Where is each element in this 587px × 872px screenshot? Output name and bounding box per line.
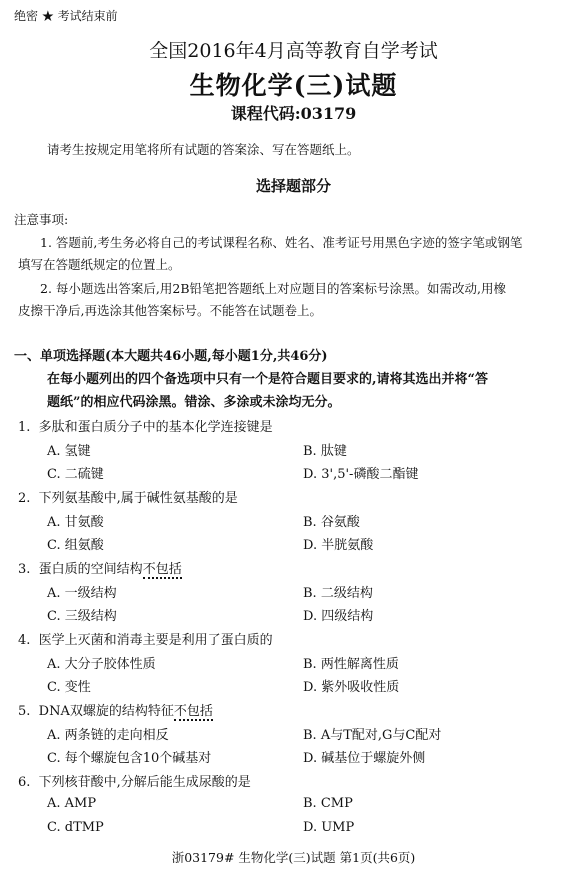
option-6-d: D. UMP (303, 820, 355, 835)
option-4-c: C. 变性 (47, 680, 91, 695)
option-5-c: C. 每个螺旋包含10个碱基对 (47, 751, 212, 766)
notes-title: 注意事项: (14, 212, 69, 227)
option-4-d: D. 紫外吸收性质 (303, 680, 400, 695)
note-1-line-2: 填写在答题纸规定的位置上。 (18, 257, 181, 272)
part1-heading: 一、单项选择题(本大题共46小题,每小题1分,共46分) (14, 349, 328, 364)
option-6-c: C. dTMP (47, 820, 104, 835)
option-1-a: A. 氢键 (47, 444, 91, 459)
note-2-line-1: 2. 每小题选出答案后,用2B铅笔把答题纸上对应题目的答案标号涂黑。如需改动,用橡 (40, 281, 506, 296)
part1-instruction-line-1: 在每小题列出的四个备选项中只有一个是符合题目要求的,请将其选出并将“答 (47, 372, 489, 387)
option-2-c: C. 组氨酸 (47, 538, 104, 553)
secret-label: 绝密 ★ 考试结束前 (14, 9, 118, 23)
question-1 (18, 416, 273, 435)
question-4 (18, 629, 273, 648)
note-2-line-2: 皮擦干净后,再选涂其他答案标号。不能答在试题卷上。 (18, 303, 322, 318)
question-number: 3. (18, 562, 31, 577)
option-3-c: C. 三级结构 (47, 609, 117, 624)
option-1-b: B. 肽键 (303, 444, 347, 459)
question-number: 1. (18, 420, 31, 435)
question-number: 5. (18, 704, 31, 719)
option-2-a: A. 甘氨酸 (47, 515, 104, 530)
option-6-a: A. AMP (47, 796, 97, 811)
course-code: 课程代码:03179 (230, 104, 357, 123)
question-number: 2. (18, 491, 31, 506)
option-2-d: D. 半胱氨酸 (303, 538, 374, 553)
option-3-b: B. 二级结构 (303, 586, 373, 601)
question-text: 下列核苷酸中,分解后能生成尿酸的是 (38, 775, 251, 790)
section-title: 选择题部分 (255, 177, 331, 195)
option-1-d: D. 3',5'-磷酸二酯键 (303, 467, 419, 482)
question-emphasis: 不包括 (173, 704, 213, 719)
question-text: DNA双螺旋的结构特征 (38, 704, 174, 719)
question-number: 6. (18, 775, 31, 790)
question-number: 4. (18, 633, 31, 648)
question-2 (18, 487, 238, 506)
note-1-line-1: 1. 答题前,考生务必将自己的考试课程名称、姓名、准考证号用黑色字迹的签字笔或钢笔 (40, 235, 523, 250)
option-2-b: B. 谷氨酸 (303, 515, 360, 530)
question-5 (18, 700, 213, 719)
question-3 (18, 558, 182, 577)
page-footer: 浙03179# 生物化学(三)试题 第1页(共6页) (171, 850, 416, 865)
question-text: 医学上灭菌和消毒主要是利用了蛋白质的 (38, 633, 273, 648)
instruction-main: 请考生按规定用笔将所有试题的答案涂、写在答题纸上。 (47, 142, 360, 157)
question-6 (18, 771, 251, 790)
exam-title: 全国2016年4月高等教育自学考试 (149, 40, 438, 62)
option-1-c: C. 二硫键 (47, 467, 104, 482)
option-6-b: B. CMP (303, 796, 353, 811)
question-text: 蛋白质的空间结构 (38, 562, 143, 577)
option-5-d: D. 碱基位于螺旋外侧 (303, 751, 426, 766)
question-text: 下列氨基酸中,属于碱性氨基酸的是 (38, 491, 238, 506)
subject-title: 生物化学(三)试题 (189, 71, 398, 100)
question-emphasis: 不包括 (142, 562, 182, 577)
option-3-d: D. 四级结构 (303, 609, 374, 624)
part1-instruction-line-2: 题纸”的相应代码涂黑。错涂、多涂或未涂均无分。 (47, 395, 341, 410)
option-4-a: A. 大分子胶体性质 (47, 657, 156, 672)
option-5-a: A. 两条链的走向相反 (47, 728, 169, 743)
option-3-a: A. 一级结构 (47, 586, 117, 601)
question-text: 多肽和蛋白质分子中的基本化学连接键是 (38, 420, 273, 435)
option-4-b: B. 两性解离性质 (303, 657, 399, 672)
option-5-b: B. A与T配对,G与C配对 (303, 728, 442, 743)
